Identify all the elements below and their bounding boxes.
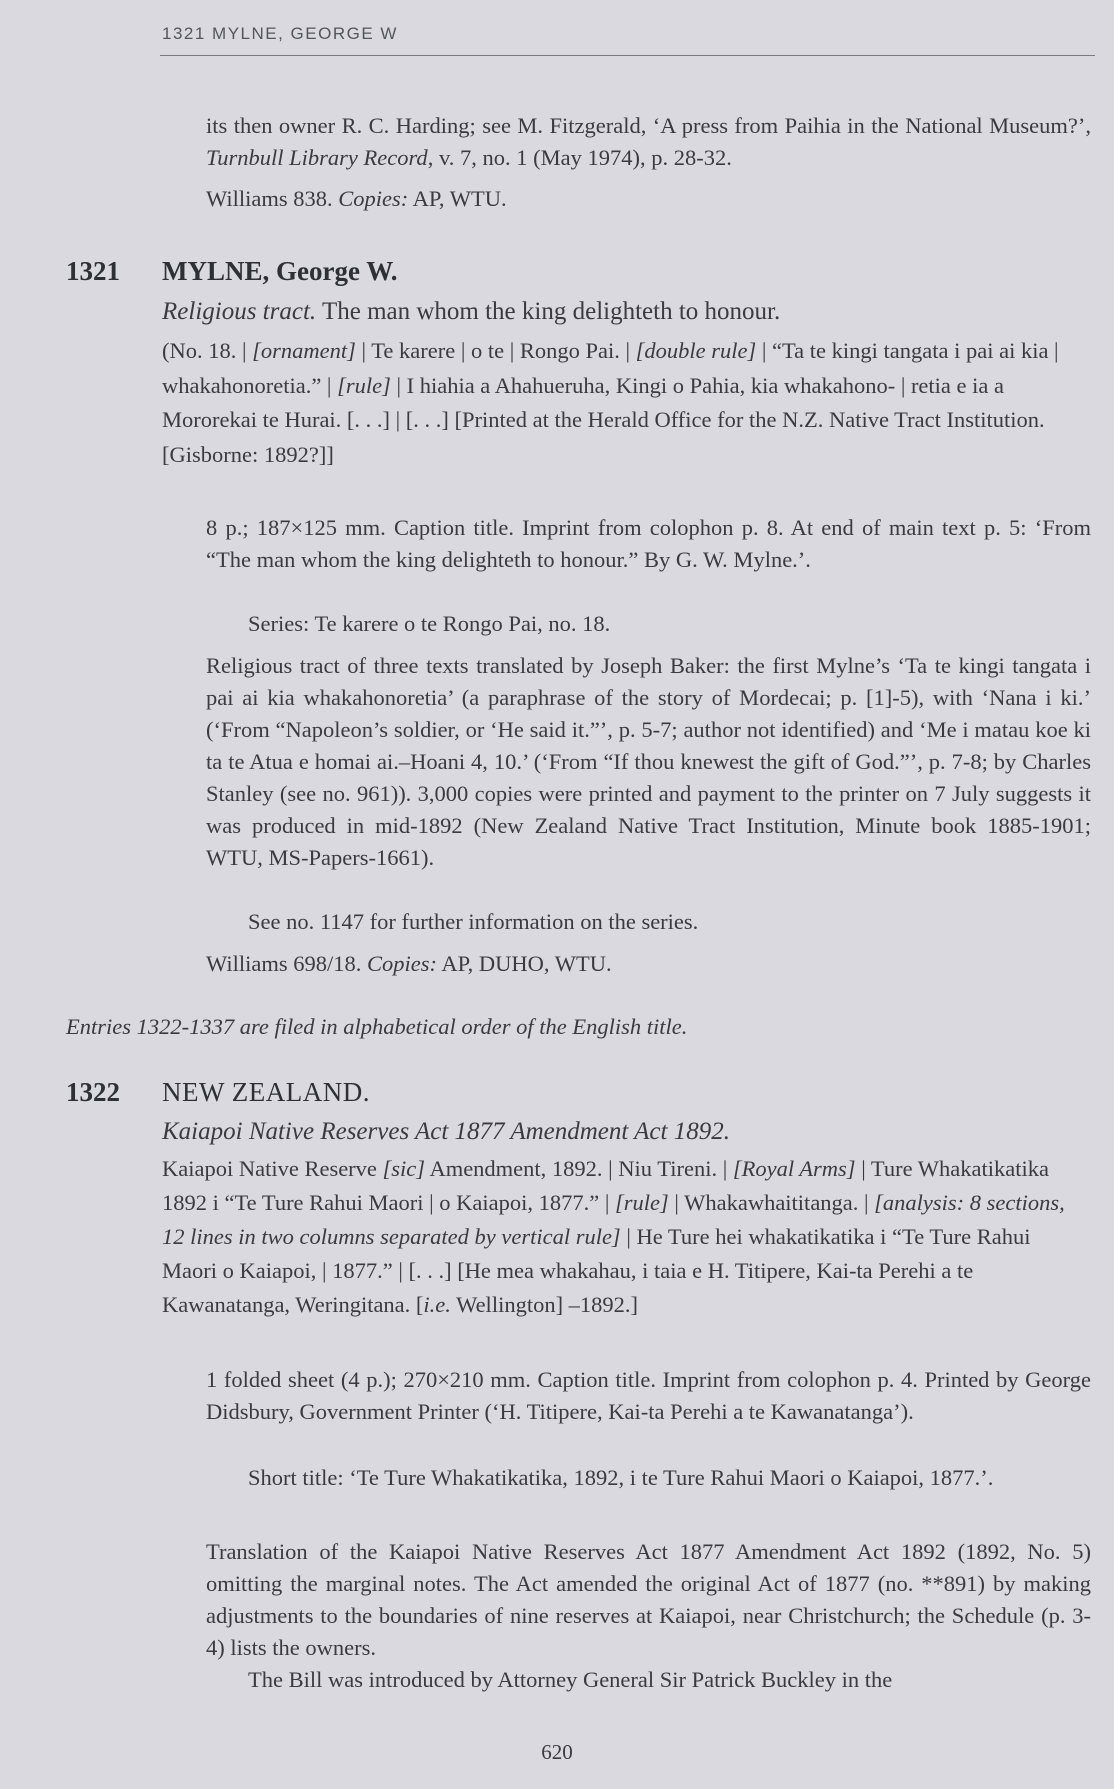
transcription-part: | Ture Whakatikatika 1892 i “Te Ture Rahui Maori | o Kaiapoi, 1877.” |	[162, 1156, 1049, 1215]
transcription-italic: [sic]	[382, 1156, 426, 1181]
transcription-italic: [Royal Arms]	[732, 1156, 856, 1181]
transcription-part: | Whakawhaititanga. |	[668, 1190, 875, 1215]
williams-ref: Williams 698/18.	[206, 951, 362, 976]
carry-over-reference	[206, 183, 1091, 215]
entry-author-1321: MYLNE, George W.	[162, 256, 398, 286]
transcription-italic: [rule]	[615, 1190, 669, 1215]
copies-list: AP, WTU.	[408, 186, 507, 211]
entry-author-1322: NEW ZEALAND.	[162, 1077, 370, 1107]
running-head: 1321 MYLNE, GEORGE W	[162, 24, 398, 43]
transcription-part: (No. 18. |	[162, 338, 253, 363]
note-1322: Translation of the Kaiapoi Native Reserves Act 1877 Amendment Act 1892 (1892, No. 5) omitting the marginal notes. The Act amended the original Act of 1877 (no. **891) by making adjustments to the boundaries of nine reserves at Kaiapoi, near Christchurch; the Schedule (p. 3-4) lists the owners.	[206, 1539, 1091, 1660]
entry-title-1321	[162, 296, 1087, 328]
title-rest: The man whom the king delighteth to honour.	[316, 298, 781, 325]
header-rule	[160, 55, 1095, 56]
copies-label: Copies:	[338, 186, 409, 211]
entry-number-1321: 1321	[66, 256, 120, 286]
copies-label: Copies:	[366, 951, 437, 976]
short-title-1322: Short title: ‘Te Ture Whakatikatika, 1892, i te Ture Rahui Maori o Kaiapoi, 1877.’.	[248, 1465, 994, 1490]
transcription-italic: [ornament]	[252, 338, 356, 363]
entry-number-1322: 1322	[66, 1077, 120, 1107]
title-italic: Kaiapoi Native Reserves Act 1877 Amendment Act 1892.	[162, 1118, 730, 1145]
journal-title: Turnbull Library Record	[206, 145, 428, 170]
title-italic: Religious tract.	[162, 298, 317, 325]
williams-ref: Williams 838.	[206, 186, 333, 211]
note-1321: Religious tract of three texts translated by Joseph Baker: the first Mylne’s ‘Ta te kingi tangata i pai ai kia whakahonoretia’ (a paraphrase of the story of Mordecai; p. [1]-5), with ‘Nana i ki.’ (‘From “Napoleon’s soldier, or ‘He said it.”’, p. 5-7; author not identified) and ‘Me i matau koe ki ta te Atua e homai ai.–Hoani 4, 10.’ (‘From “If thou knewest the gift of God.”’, p. 7-8; by Charles Stanley (see no. 961)). 3,000 copies were printed and payment to the printer on 7 July suggests it was produced in mid-1892 (New Zealand Native Tract Institution, Minute book 1885-1901; WTU, MS-Papers-1661).	[206, 653, 1091, 870]
copies-list: AP, DUHO, WTU.	[436, 951, 612, 976]
transcription-1322	[162, 1152, 1087, 1322]
carry-over-line: its then owner R. C. Harding; see M. Fitzgerald, ‘A press from Paihia in the National Museum?’,	[206, 113, 1091, 138]
transcription-1321	[162, 334, 1087, 472]
transcription-italic: i.e.	[423, 1292, 451, 1317]
transcription-part: | He Ture hei whakatikatika i “Te Ture Rahui Maori o Kaiapoi, | 1877.” | [. . .] [He mea whakahau, i taia e H. Titipere, Kai-ta Perehi a te Kawanatanga, Weringitana. [	[162, 1224, 1031, 1317]
transcription-part: Wellington] –1892.]	[450, 1292, 639, 1317]
transcription-italic: [double rule]	[635, 338, 757, 363]
carry-over-tail: , v. 7, no. 1 (May 1974), p. 28-32.	[427, 145, 732, 170]
note-continued-1322: The Bill was introduced by Attorney General Sir Patrick Buckley in the	[248, 1667, 893, 1692]
see-also-1321: See no. 1147 for further information on the series.	[248, 909, 699, 934]
entry-title-1322	[162, 1116, 1087, 1148]
reference-1321	[206, 948, 1091, 980]
transcription-part: | I hiahia a Ahahueruha, Kingi o Pahia, kia whakahono- | retia e ia a Mororekai te Hurai. [. . .] | [. . .] [Printed at the Herald Office for the N.Z. Native Tract Institution. [Gisborne: 1892?]]	[162, 372, 1045, 467]
page-number: 620	[541, 1740, 573, 1764]
collation-1321: 8 p.; 187×125 mm. Caption title. Imprint from colophon p. 8. At end of main text p. 5: ‘From “The man whom the king delighteth to honour.” By G. W. Mylne.’.	[206, 515, 1091, 572]
transcription-italic: [analysis: 8 sections, 12 lines in two columns separated by vertical rule]	[162, 1190, 1065, 1249]
transcription-part: | “Ta te kingi tangata i pai ai kia | whakahonoretia.” |	[162, 338, 1059, 398]
transcription-italic: [rule]	[337, 372, 391, 398]
transcription-part: | Te karere | o te | Rongo Pai. |	[355, 338, 636, 363]
filing-note: Entries 1322-1337 are filed in alphabetical order of the English title.	[66, 1014, 688, 1039]
collation-1322: 1 folded sheet (4 p.); 270×210 mm. Caption title. Imprint from colophon p. 4. Printed by George Didsbury, Government Printer (‘H. Titipere, Kai-ta Perehi a te Kawanatanga’).	[206, 1367, 1091, 1424]
series-1321: Series: Te karere o te Rongo Pai, no. 18.	[248, 611, 611, 636]
transcription-part: Kaiapoi Native Reserve	[162, 1156, 383, 1181]
transcription-part: Amendment, 1892. | Niu Tireni. |	[425, 1156, 733, 1181]
carry-over-text	[206, 110, 1091, 174]
